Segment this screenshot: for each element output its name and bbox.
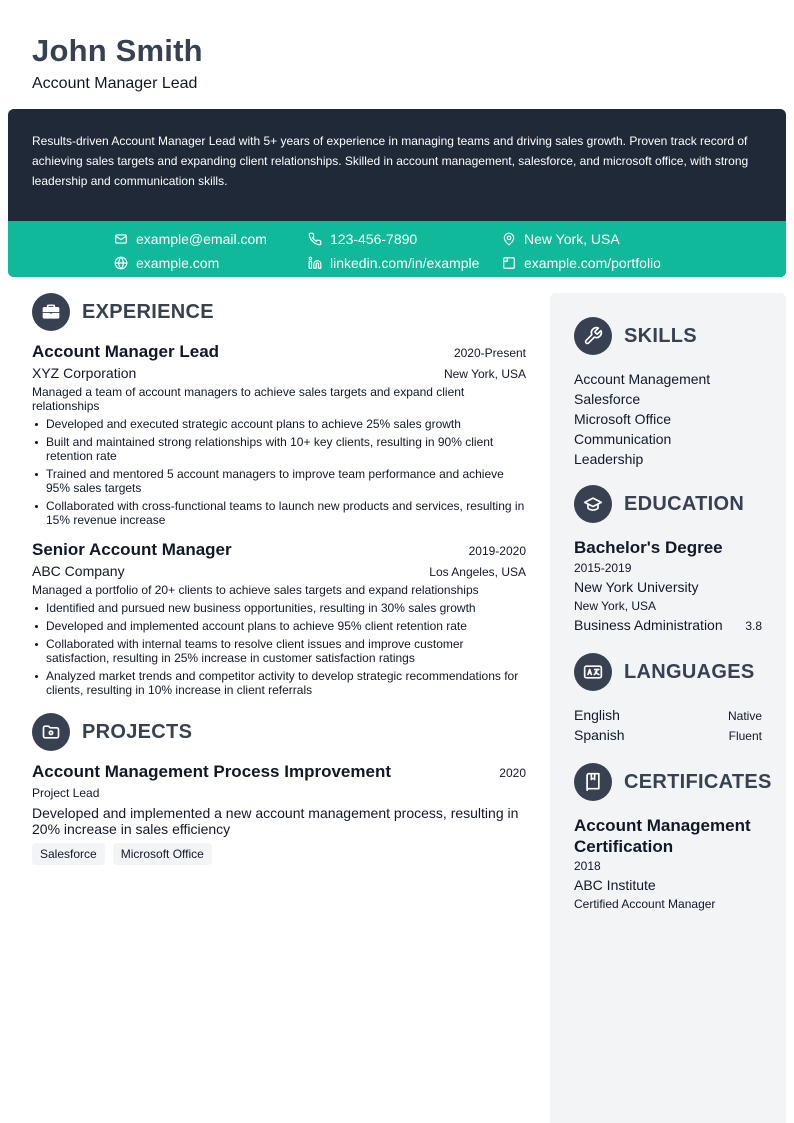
bookmark-book-icon bbox=[574, 763, 612, 801]
certificates-section-header bbox=[574, 763, 772, 801]
folder-icon bbox=[32, 713, 70, 751]
languages-section-header bbox=[574, 653, 762, 691]
certificate-name: Account Management Certification bbox=[574, 816, 751, 856]
education-school: New York University bbox=[574, 579, 699, 595]
languages-list bbox=[574, 705, 762, 745]
language-name: Spanish bbox=[574, 727, 625, 743]
contact-website-text: example.com bbox=[136, 255, 220, 271]
skills-section-header bbox=[574, 317, 762, 355]
skills-list bbox=[574, 369, 762, 469]
project-date: 2020 bbox=[499, 766, 526, 780]
contact-portfolio-text: example.com/portfolio bbox=[524, 255, 661, 271]
education-degree: Bachelor's Degree bbox=[574, 538, 723, 557]
projects-section-header bbox=[32, 713, 526, 751]
skill-item: Leadership bbox=[574, 451, 644, 467]
job-description: Managed a portfolio of 20+ clients to achieve sales targets and expand relationships bbox=[32, 583, 479, 597]
experience-item bbox=[32, 539, 526, 697]
certificates-heading: CERTIFICATES bbox=[624, 770, 772, 793]
certificate-year: 2018 bbox=[574, 859, 601, 873]
project-tag: Salesforce bbox=[32, 843, 105, 865]
contact-linkedin[interactable] bbox=[308, 253, 479, 273]
education-field-row bbox=[574, 615, 762, 635]
job-date: 2019-2020 bbox=[468, 544, 526, 558]
summary-text: Results-driven Account Manager Lead with 5+ years of experience in managing teams and driving sales growth. Proven track record of achieving sales targets and expanding client relationships. Skilled in account management, salesforce, and microsoft office, with strong leadership and communication skills. bbox=[32, 134, 749, 188]
phone-icon bbox=[308, 232, 322, 246]
education-field: Business Administration bbox=[574, 617, 723, 633]
portfolio-icon bbox=[502, 256, 516, 270]
linkedin-icon bbox=[308, 256, 322, 270]
education-years: 2015-2019 bbox=[574, 561, 632, 575]
language-item bbox=[574, 725, 762, 745]
project-description: Developed and implemented a new account management process, resulting in 20% increase in sales efficiency bbox=[32, 805, 519, 837]
bullet-item: Developed and implemented account plans to achieve 95% client retention rate bbox=[32, 619, 526, 633]
project-title: Account Management Process Improvement bbox=[32, 762, 391, 781]
map-pin-icon bbox=[502, 232, 516, 246]
bullet-item: Trained and mentored 5 account managers to improve team performance and achieve 95% sales targets bbox=[32, 467, 526, 495]
contact-bar bbox=[8, 221, 786, 277]
sidebar bbox=[550, 293, 786, 1123]
bullet-item: Built and maintained strong relationships with 10+ key clients, resulting in 90% client retention rate bbox=[32, 435, 526, 463]
bullet-item: Collaborated with internal teams to resolve client issues and improve customer satisfaction, resulting in 25% increase in customer satisfaction ratings bbox=[32, 637, 526, 665]
education-gpa: 3.8 bbox=[745, 619, 762, 633]
experience-section-header bbox=[32, 293, 526, 331]
globe-icon bbox=[114, 256, 128, 270]
job-title: Senior Account Manager bbox=[32, 540, 232, 559]
bullet-item: Identified and pursued new business opportunities, resulting in 30% sales growth bbox=[32, 601, 526, 615]
contact-location-text: New York, USA bbox=[524, 231, 620, 247]
candidate-name: John Smith bbox=[32, 33, 203, 68]
project-tag: Microsoft Office bbox=[113, 843, 212, 865]
projects-heading: PROJECTS bbox=[82, 720, 193, 743]
job-date: 2020-Present bbox=[453, 346, 526, 360]
skill-item: Account Management bbox=[574, 371, 711, 387]
skill-item: Communication bbox=[574, 431, 672, 447]
contact-email[interactable] bbox=[114, 229, 267, 249]
bullet-item: Collaborated with cross-functional teams to launch new products and services, resulting in 15% revenue increase bbox=[32, 499, 526, 527]
graduation-cap-icon bbox=[574, 485, 612, 523]
contact-phone-text: 123-456-7890 bbox=[330, 231, 418, 247]
resume-header bbox=[32, 32, 203, 94]
project-item bbox=[32, 761, 526, 865]
wrench-icon bbox=[574, 317, 612, 355]
language-name: English bbox=[574, 707, 620, 723]
bullet-item: Analyzed market trends and competitor activity to develop strategic recommendations for clients, resulting in 10% increase in client referrals bbox=[32, 669, 526, 697]
project-tags bbox=[32, 843, 526, 865]
contact-website[interactable] bbox=[114, 253, 219, 273]
job-company: XYZ Corporation bbox=[32, 365, 137, 381]
skill-item: Microsoft Office bbox=[574, 411, 671, 427]
bullet-item: Developed and executed strategic account plans to achieve 25% sales growth bbox=[32, 417, 526, 431]
project-role: Project Lead bbox=[32, 786, 100, 800]
main-column bbox=[32, 293, 526, 865]
contact-location bbox=[502, 229, 620, 249]
language-item bbox=[574, 705, 762, 725]
certificate-issuer: ABC Institute bbox=[574, 877, 656, 893]
language-level: Native bbox=[727, 709, 762, 723]
mail-icon bbox=[114, 232, 128, 246]
languages-heading: LANGUAGES bbox=[624, 660, 755, 683]
briefcase-icon bbox=[32, 293, 70, 331]
job-location: New York, USA bbox=[443, 367, 526, 381]
job-description: Managed a team of account managers to achieve sales targets and expand client relationships bbox=[32, 385, 465, 413]
skills-heading: SKILLS bbox=[624, 324, 697, 347]
contact-email-text: example@email.com bbox=[136, 231, 267, 247]
job-location: Los Angeles, USA bbox=[429, 565, 526, 579]
contact-linkedin-text: linkedin.com/in/example bbox=[330, 255, 480, 271]
education-section-header bbox=[574, 485, 762, 523]
experience-item bbox=[32, 341, 526, 527]
certificate-credential: Certified Account Manager bbox=[574, 897, 716, 911]
contact-phone[interactable] bbox=[308, 229, 417, 249]
translate-icon bbox=[574, 653, 612, 691]
language-level: Fluent bbox=[728, 729, 762, 743]
job-company: ABC Company bbox=[32, 563, 125, 579]
education-location: New York, USA bbox=[574, 599, 657, 613]
job-bullets bbox=[32, 417, 526, 527]
experience-heading: EXPERIENCE bbox=[82, 300, 214, 323]
candidate-title: Account Manager Lead bbox=[32, 75, 198, 92]
education-heading: EDUCATION bbox=[624, 492, 745, 515]
skill-item: Salesforce bbox=[574, 391, 641, 407]
contact-portfolio[interactable] bbox=[502, 253, 661, 273]
job-title: Account Manager Lead bbox=[32, 342, 220, 361]
summary-panel bbox=[8, 109, 786, 277]
job-bullets bbox=[32, 601, 526, 697]
